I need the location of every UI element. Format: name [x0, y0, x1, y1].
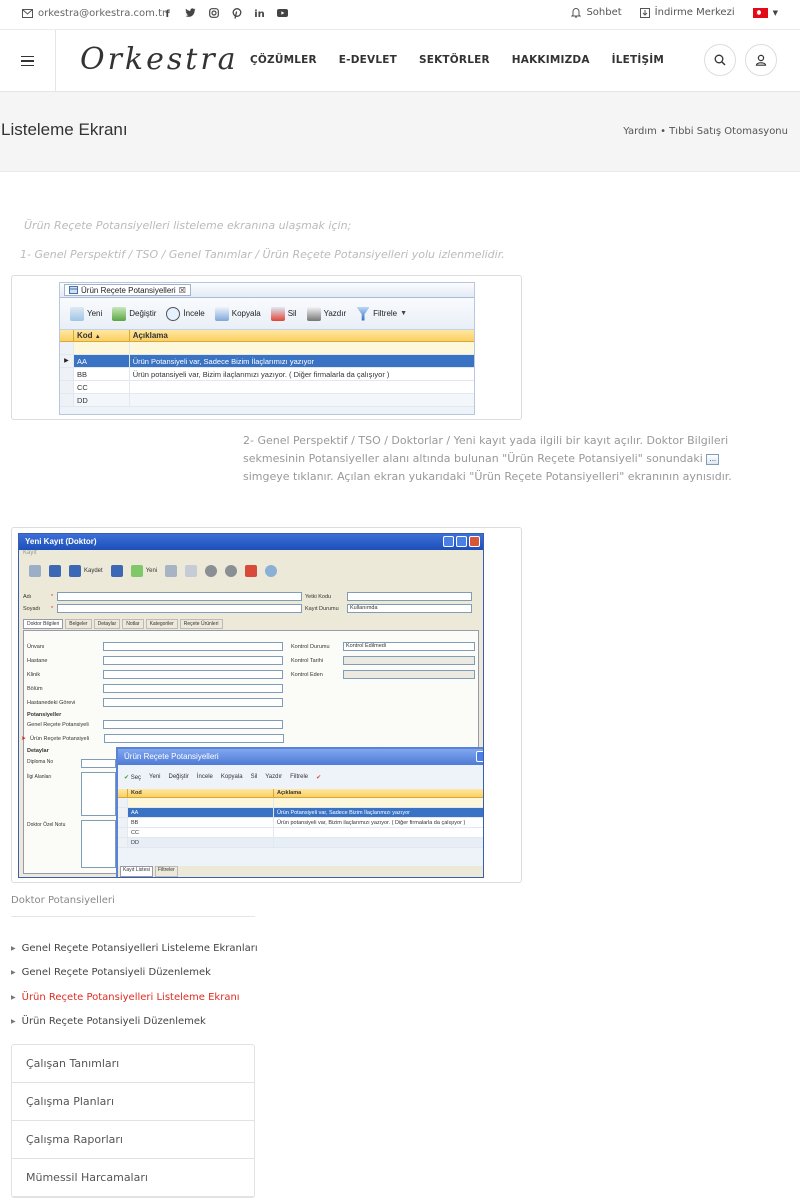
download-icon [640, 8, 650, 18]
tab-belgeler[interactable]: Belgeler [65, 619, 91, 629]
email-text: orkestra@orkestra.com.tr [38, 8, 167, 19]
link-genel-recete-listeleme[interactable]: ▶ Genel Reçete Potansiyelleri Listeleme Ekranları [11, 942, 258, 954]
field-bolum: Bölüm [27, 684, 283, 693]
panel-item-calisma-planlari[interactable]: Çalışma Planları [12, 1083, 254, 1121]
download-center-label: İndirme Merkezi [654, 7, 735, 18]
copy-label: Kopyala [231, 309, 261, 318]
adi-input[interactable] [57, 592, 302, 601]
step2-text [243, 432, 732, 486]
form-toolbar [19, 560, 483, 582]
magnifier-icon [166, 307, 180, 321]
column-kod[interactable]: Kod ▲ [74, 330, 130, 341]
window-titlebar [19, 534, 483, 550]
search-icon[interactable] [265, 565, 277, 577]
link-urun-recete-duzenlemek[interactable]: ▶ Ürün Reçete Potansiyeli Düzenlemek [11, 1016, 206, 1028]
table-row[interactable]: ▶ AA Ürün Potansiyeli var, Sadece Bizim İlaçlarımızı yazıyor [60, 355, 474, 368]
popup-column-kod[interactable]: Kod [128, 789, 274, 797]
save-new-icon[interactable] [111, 565, 123, 577]
mail-icon [22, 9, 33, 18]
filter-label: Filtrele [373, 309, 398, 318]
main-nav [250, 54, 664, 66]
chat-label: Sohbet [586, 7, 622, 18]
table-row[interactable]: DD [118, 838, 484, 848]
close-icon[interactable]: ☒ [178, 285, 186, 295]
close-icon[interactable] [469, 536, 480, 547]
minimize-icon[interactable] [443, 536, 454, 547]
popup-title: Ürün Reçete Potansiyelleri [124, 752, 219, 761]
turkish-flag-icon [753, 8, 768, 18]
caret-down-icon: ▼ [772, 8, 778, 17]
kontrol-tarihi-input [343, 656, 475, 665]
step2-line3: simgeye tıklanır. Açılan ekran yukarıdaki "Ürün Reçete Potansiyelleri" ekranının aynısıdır. [243, 470, 732, 483]
delete-icon[interactable] [165, 565, 177, 577]
nav-sektorler[interactable]: SEKTÖRLER [418, 54, 490, 66]
intro-text: Ürün Reçete Potansiyelleri listeleme ekranına ulaşmak için; [24, 219, 352, 232]
field-genel-recete: Genel Reçete Potansiyeli [27, 720, 283, 729]
delete-button[interactable]: Sil [250, 774, 258, 780]
table-icon [69, 286, 78, 294]
filter-button[interactable] [356, 307, 407, 321]
copy-button[interactable]: Kopyala [220, 774, 243, 780]
edit-icon [112, 307, 126, 321]
select-button[interactable]: ✔ Seç [124, 774, 142, 781]
gorevi-input[interactable] [103, 698, 283, 707]
popup-filter-row[interactable] [118, 798, 484, 808]
field-hastane: Hastane [27, 656, 283, 665]
screenshot-list-screen [11, 275, 522, 420]
table-row[interactable]: BB Ürün potansiyeli var, Bizim ilaçlarımızı yazıyor. ( Diğer firmalarla da çalışıyor ) [60, 368, 474, 381]
urun-recete-input[interactable] [104, 734, 284, 743]
language-select[interactable] [753, 8, 778, 18]
delete-label: Sil [287, 309, 297, 318]
label-ilgi: İlgi Alanları [27, 774, 52, 780]
print-button[interactable] [307, 307, 347, 321]
page-title: Listeleme Ekranı [1, 120, 128, 139]
field-kontrol-eden: Kontrol Eden [291, 670, 475, 679]
ilgi-input[interactable] [81, 772, 116, 816]
facebook-icon[interactable]: f [165, 9, 170, 20]
hamburger-icon [21, 56, 34, 58]
list-window [59, 282, 475, 415]
user-icon [755, 54, 767, 66]
inspect-label: İncele [183, 309, 205, 318]
step2-line2: sekmesinin Potansiyeller alanı altında bulunan "Ürün Reçete Potansiyeli" sonundaki ... [243, 450, 732, 468]
new-button[interactable]: Yeni [149, 774, 161, 780]
nav-iletisim[interactable]: İLETİŞİM [611, 54, 665, 66]
caret-right-icon: ▶ [11, 969, 16, 977]
tab-detaylar[interactable]: Detaylar [94, 619, 121, 629]
divider [11, 916, 255, 917]
unvani-input[interactable] [103, 642, 283, 651]
bell-icon [571, 7, 581, 18]
instagram-icon[interactable] [208, 8, 219, 23]
new-button[interactable] [70, 307, 102, 321]
minimize-icon[interactable] [476, 751, 484, 762]
social-links [162, 8, 288, 23]
menu-toggle[interactable] [0, 30, 56, 92]
main-header [0, 30, 800, 92]
nav-cozumler[interactable]: ÇÖZÜMLER [250, 54, 317, 66]
caret-right-icon: ▶ [11, 1018, 16, 1026]
popup-grid-header [118, 789, 484, 798]
new-icon [131, 565, 143, 577]
chat-link[interactable] [571, 7, 621, 18]
youtube-icon[interactable] [277, 8, 288, 23]
field-adi: Adı * [23, 592, 302, 601]
category-panel [11, 1044, 255, 1198]
back-icon[interactable] [29, 565, 41, 577]
next-icon[interactable] [225, 565, 237, 577]
popup-column-aciklama[interactable]: Açıklama [277, 790, 302, 796]
field-urun-recete: ➤ Ürün Reçete Potansiyeli [21, 734, 284, 743]
sort-up-icon: ▲ [94, 334, 101, 340]
table-row[interactable]: CC [118, 828, 484, 838]
label-ozel-not: Doktor Özel Notu [27, 822, 66, 828]
account-button[interactable] [745, 44, 777, 76]
link-genel-recete-duzenlemek[interactable]: ▶ Genel Reçete Potansiyeli Düzenlemek [11, 967, 211, 979]
tab-filtreler[interactable]: Filtreler [155, 866, 178, 877]
current-row-icon: ▶ [60, 355, 74, 367]
soyadi-input[interactable] [57, 604, 302, 613]
kontrol-eden-input [343, 670, 475, 679]
window-title: Yeni Kayıt (Doktor) [25, 537, 97, 546]
section-detaylar: Detaylar [27, 748, 49, 754]
klinik-input[interactable] [103, 670, 283, 679]
doctor-window [18, 533, 484, 878]
edit-label: Değiştir [129, 309, 157, 318]
arrow-pointer-icon: ➤ [21, 736, 27, 742]
step2-line1: 2- Genel Perspektif / TSO / Doktorlar / Yeni kayıt yada ilgili bir kayıt açılır. Doktor Bilgileri [243, 434, 729, 447]
edit-button[interactable]: Değiştir [168, 774, 189, 780]
copy-icon [215, 307, 229, 321]
diploma-input[interactable] [81, 759, 116, 768]
label-diploma: Diploma No [27, 759, 54, 765]
bolum-input[interactable] [103, 684, 283, 693]
funnel-icon [356, 307, 370, 321]
breadcrumb[interactable]: Yardım • Tıbbi Satış Otomasyonu [623, 126, 788, 137]
inspect-button[interactable]: İncele [196, 774, 213, 780]
tab-notlar[interactable]: Notlar [122, 619, 143, 629]
genel-recete-input[interactable] [103, 720, 283, 729]
list-toolbar [60, 298, 474, 330]
tab-kategoriler[interactable]: Kategoriler [146, 619, 178, 629]
lookup-popup-window [116, 747, 484, 878]
linkedin-icon[interactable]: in [254, 9, 265, 20]
save-icon [69, 565, 81, 577]
download-center-link[interactable] [640, 7, 735, 18]
save-label: Kaydet [84, 568, 103, 574]
caret-right-icon: ▶ [11, 993, 16, 1001]
field-klinik: Klinik [27, 670, 283, 679]
table-row[interactable]: BB Ürün potansiyeli var, Bizim ilaçlarımızı yazıyor. ( Diğer firmalarla da çalışıyor ) [118, 818, 484, 828]
print-button[interactable]: Yazdır [265, 774, 283, 780]
field-soyadi: Soyadı * [23, 604, 302, 613]
edit-button[interactable] [112, 307, 156, 321]
caret-right-icon: ▶ [11, 944, 16, 952]
panel-item-calisan-tanimlari[interactable]: Çalışan Tanımları [12, 1045, 254, 1083]
kontrol-durumu-select[interactable]: Kontrol Edilmedi [343, 642, 475, 651]
pinterest-icon[interactable] [231, 8, 242, 23]
logo[interactable]: Orkestra [80, 42, 239, 77]
kayit-durumu-select[interactable]: Kullanımda [347, 604, 472, 613]
new-label: Yeni [87, 309, 103, 318]
related-links [11, 936, 258, 1034]
window-tab-label: Ürün Reçete Potansiyelleri [81, 285, 176, 295]
tab-recete-urunleri[interactable]: Reçete Ürünleri [180, 619, 223, 629]
save-close-icon[interactable] [49, 565, 61, 577]
printer-icon [307, 307, 321, 321]
field-kontrol-durumu: Kontrol Durumu Kontrol Edilmedi [291, 642, 475, 651]
new-document-icon [70, 307, 84, 321]
tab-kayit-listesi[interactable]: Kayıt Listesi [120, 866, 153, 877]
form-tabs [23, 619, 223, 629]
table-row[interactable]: DD [60, 394, 474, 407]
search-icon [714, 54, 726, 66]
step1-text: 1- Genel Perspektif / TSO / Genel Tanımlar / Ürün Reçete Potansiyelleri yolu izlenmelidir. [20, 248, 505, 261]
email-link[interactable] [22, 8, 166, 19]
menu-kayit[interactable]: Kayıt [23, 550, 37, 556]
panel-item-calisma-raporlari[interactable]: Çalışma Raporları [12, 1121, 254, 1159]
table-row[interactable]: AA Ürün Potansiyeli var, Sadece Bizim İlaçlarımızı yazıyor [118, 808, 484, 818]
top-bar [0, 0, 800, 30]
save-button[interactable] [69, 565, 103, 577]
ozel-not-input[interactable] [81, 820, 116, 868]
tab-doktor-bilgileri[interactable]: Doktor Bilgileri [23, 619, 63, 629]
field-kontrol-tarihi: Kontrol Tarihi [291, 656, 475, 665]
inspect-button[interactable] [166, 307, 204, 321]
grid-header [60, 330, 474, 342]
panel-item-mumessil-harcamalari[interactable]: Mümessil Harcamaları [12, 1159, 254, 1197]
print-label: Yazdır [323, 309, 347, 318]
caret-down-icon[interactable]: ▼ [400, 310, 408, 317]
field-yetki-kodu: Yetki Kodu [305, 592, 472, 601]
field-gorevi: Hastanedeki Görevi [27, 698, 283, 707]
yetki-kodu-input[interactable] [347, 592, 472, 601]
popup-tabs [118, 866, 484, 877]
column-aciklama[interactable]: Açıklama [132, 331, 168, 340]
approve-icon[interactable] [245, 565, 257, 577]
copy-button[interactable] [215, 307, 261, 321]
twitter-icon[interactable] [185, 8, 196, 23]
copy-icon[interactable] [185, 565, 197, 577]
filter-button[interactable]: Filtrele [290, 774, 309, 780]
field-kayit-durumu: Kayıt Durumu Kullanımda [305, 604, 472, 613]
nav-hakkimizda[interactable]: HAKKIMIZDA [511, 54, 590, 66]
section-title: Doktor Potansiyelleri [11, 895, 115, 906]
table-row[interactable]: CC [60, 381, 474, 394]
link-urun-recete-listeleme[interactable]: ▶ Ürün Reçete Potansiyelleri Listeleme Ekranı [11, 991, 240, 1003]
search-button[interactable] [704, 44, 736, 76]
section-potansiyeller: Potansiyeller [27, 712, 62, 718]
screenshot-doctor-form [11, 527, 522, 883]
delete-icon [271, 307, 285, 321]
page-title-band [0, 92, 800, 172]
window-tab[interactable] [64, 284, 191, 296]
nav-e-devlet[interactable]: E-DEVLET [338, 54, 397, 66]
approve-icon[interactable]: ✔ [316, 774, 322, 781]
field-unvani: Ünvanı [27, 642, 283, 651]
hastane-input[interactable] [103, 656, 283, 665]
new-button[interactable] [131, 565, 157, 577]
delete-button[interactable] [271, 307, 297, 321]
new-label: Yeni [145, 568, 158, 574]
popup-toolbar [118, 765, 484, 789]
maximize-icon[interactable] [456, 536, 467, 547]
filter-row[interactable] [60, 342, 474, 355]
check-icon: ✔ [124, 774, 130, 781]
lookup-button-icon: ... [706, 454, 719, 465]
prev-icon[interactable] [205, 565, 217, 577]
